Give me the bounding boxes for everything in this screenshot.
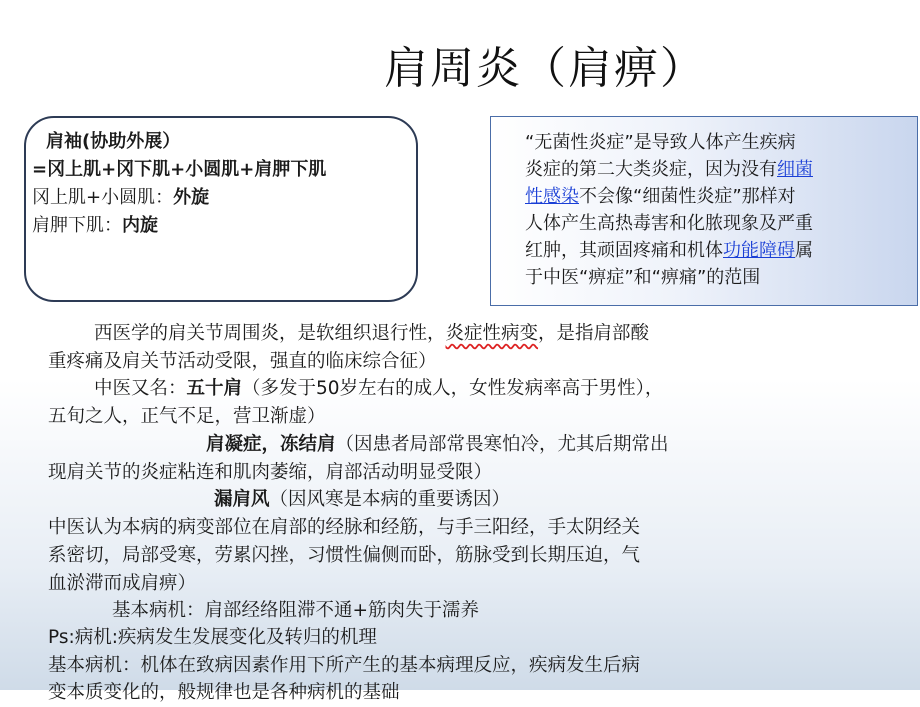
note-line-5-end: 属 (795, 240, 813, 261)
body-line-5-b: （因患者局部常畏寒怕冷，尤其后期常出 (335, 434, 669, 455)
body-line-2: 重疼痛及肩关节活动受限，强直的临床综合征） (48, 351, 437, 372)
note-line-5-text: 红肿，其顽固疼痛和机体 (525, 240, 723, 261)
internal-rotation-label: 内旋 (122, 215, 158, 236)
aseptic-inflammation-box (490, 116, 918, 306)
note-line-5 (525, 237, 911, 264)
bacterial-infection-link[interactable]: 细菌 (777, 159, 813, 180)
body-line-5 (206, 431, 669, 459)
body-line-8: 中医认为本病的病变部位在肩部的经脉和经筋，与手三阳经，手太阴经关 (48, 517, 641, 538)
note-line-3 (525, 183, 911, 210)
page-title: 肩周炎（肩痹） (384, 43, 706, 94)
note-line-2-text: 炎症的第二大类炎症，因为没有 (525, 159, 777, 180)
note-line-2 (525, 156, 911, 183)
internal-rotation-muscle: 肩胛下肌： (32, 215, 122, 236)
rotator-cuff-heading: 肩袖(协助外展） (46, 131, 181, 152)
frozen-shoulder-term: 肩凝症，冻结肩 (206, 434, 336, 455)
rotator-cuff-formula: =冈上肌+冈下肌+小圆肌+肩胛下肌 (32, 159, 327, 180)
body-line-11: 基本病机：肩部经络阻滞不通+筋肉失于濡养 (112, 600, 480, 621)
external-rotation-label: 外旋 (173, 187, 210, 208)
rotator-cuff-box (24, 116, 418, 302)
external-rotation-muscles: 冈上肌+小圆肌： (32, 187, 174, 208)
dysfunction-link[interactable]: 功能障碍 (723, 240, 795, 261)
leaky-shoulder-wind-term: 漏肩风 (214, 489, 270, 510)
body-line-3-a: 中医又名： (94, 378, 187, 399)
body-line-10: 血淤滞而成肩痹） (48, 573, 197, 594)
body-line-9: 系密切，局部受寒，劳累闪挫，习惯性偏侧而卧，筋脉受到长期压迫，气 (48, 545, 641, 566)
body-line-12: Ps:病机:疾病发生发展变化及转归的机理 (48, 627, 377, 648)
external-rotation-line (32, 184, 209, 212)
note-line-4: 人体产生高热毒害和化脓现象及严重 (525, 213, 813, 234)
body-line-1-c: ，是指肩部酸 (538, 323, 650, 344)
body-line-1-a: 西医学的肩关节周围炎，是软组织退行性， (94, 323, 446, 344)
body-line-3 (94, 375, 663, 403)
body-line-6: 现肩关节的炎症粘连和肌肉萎缩，肩部活动明显受限） (48, 462, 493, 483)
note-line-6: 于中医“痹症”和“痹痛”的范围 (525, 267, 761, 288)
fifty-shoulder-term: 五十肩 (186, 378, 243, 399)
body-line-3-c: （多发于50岁左右的成人，女性发病率高于男性）， (242, 378, 664, 399)
note-line-1: “无菌性炎症”是导致人体产生疾病 (525, 132, 796, 153)
body-line-13: 基本病机：机体在致病因素作用下所产生的基本病理反应，疾病发生后病 (48, 655, 641, 676)
body-line-4: 五旬之人，正气不足，营卫渐虚） (48, 406, 326, 427)
internal-rotation-line (32, 212, 158, 240)
body-line-14: 变本质变化的，般规律也是各种病机的基础 (48, 682, 400, 703)
note-line-3-text: 不会像“细菌性炎症”那样对 (579, 186, 796, 207)
inflammatory-lesion-term: 炎症性病变 (445, 323, 539, 344)
body-line-7 (214, 486, 510, 514)
bacterial-infection-link-cont[interactable]: 性感染 (525, 186, 579, 207)
body-line-1 (94, 320, 649, 348)
body-line-7-b: （因风寒是本病的重要诱因） (269, 489, 511, 510)
